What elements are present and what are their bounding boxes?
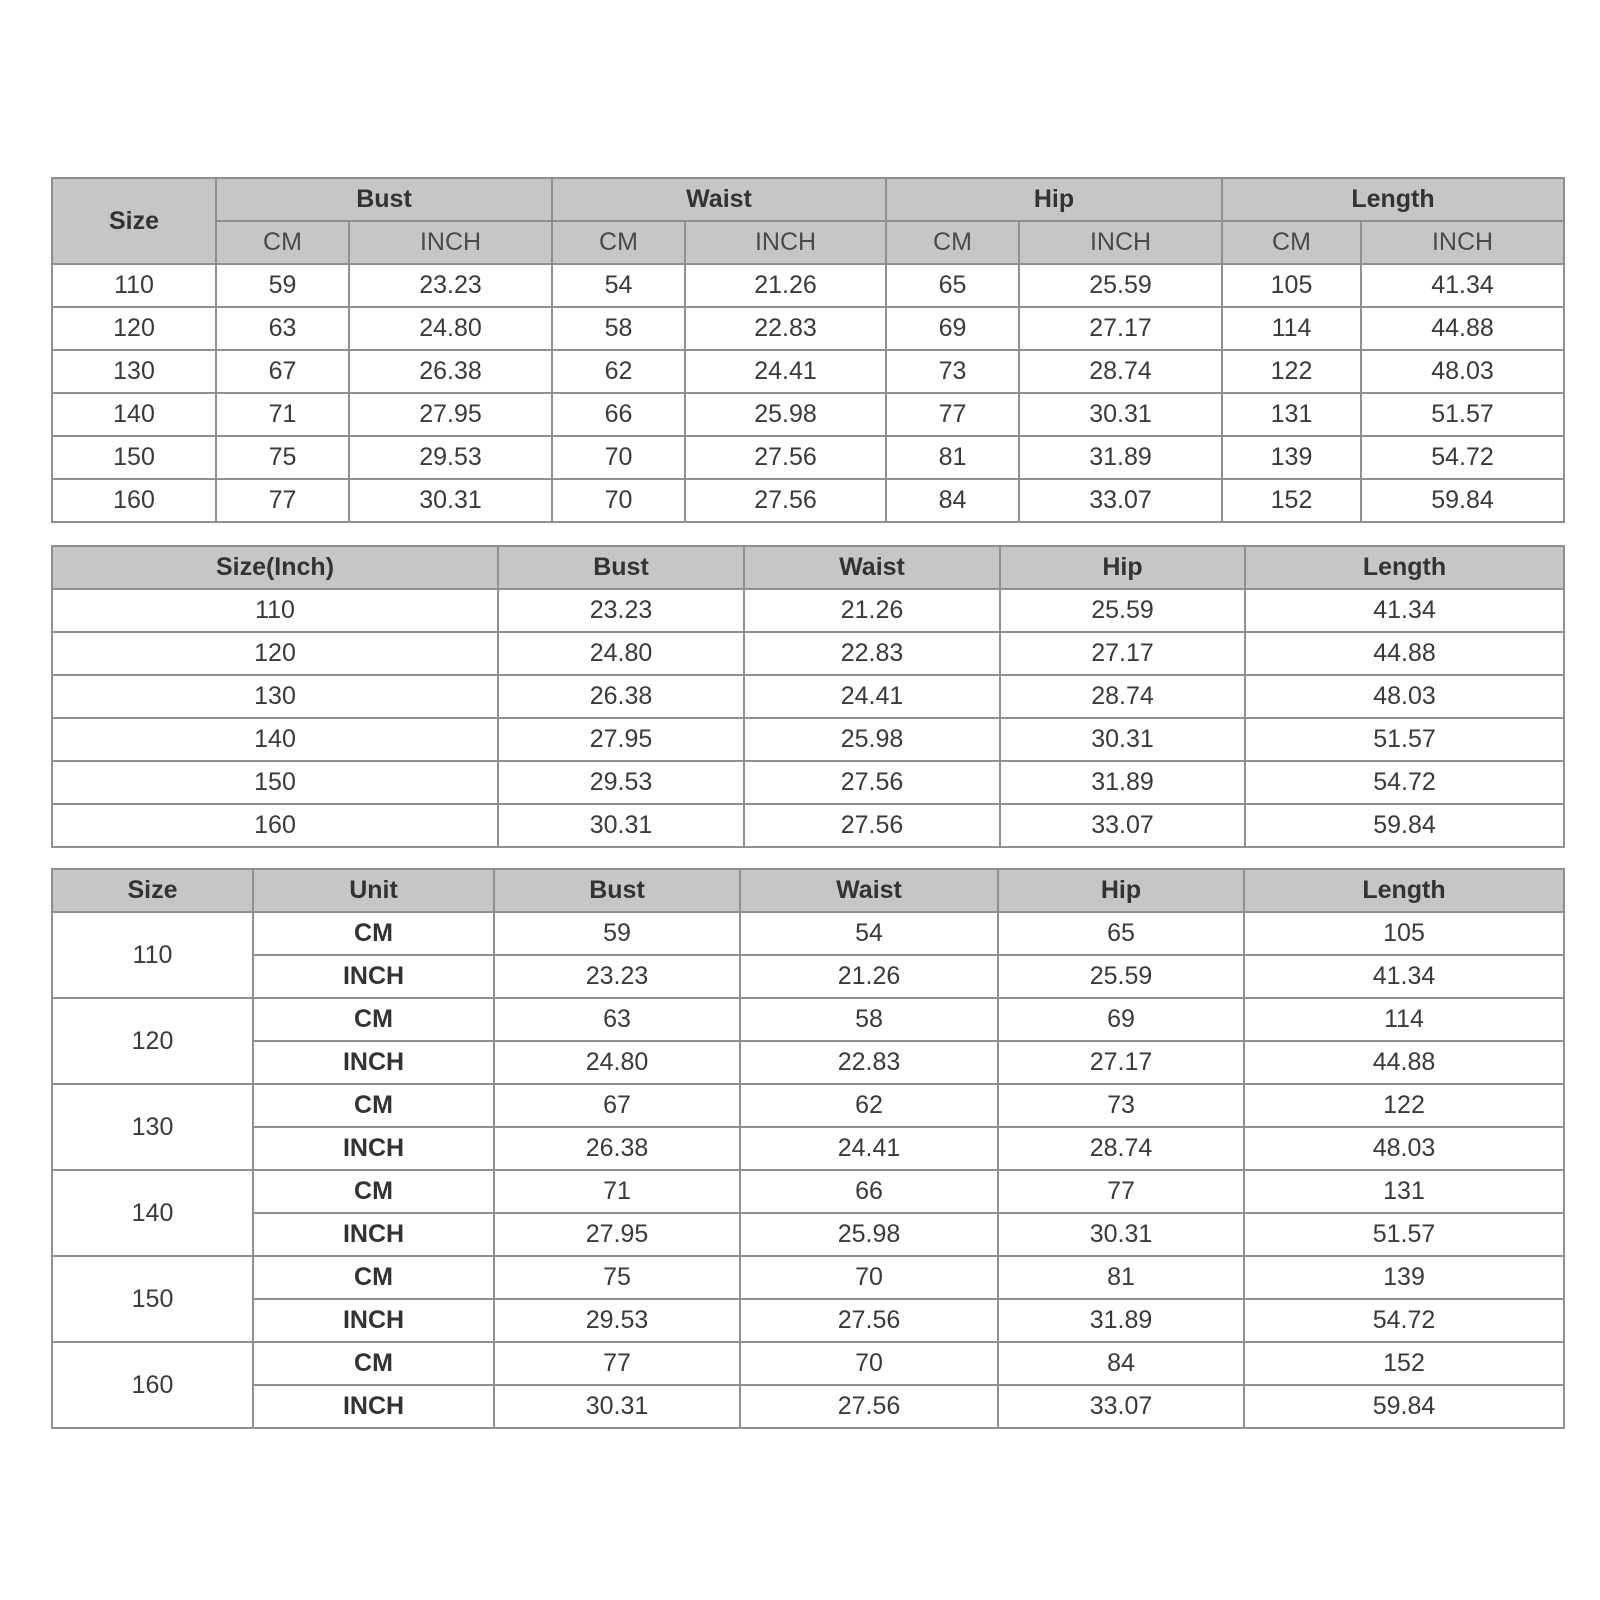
table-cell: 54.72 (1361, 436, 1564, 479)
table-cell: 81 (998, 1256, 1244, 1299)
table-cell: 59.84 (1245, 804, 1564, 847)
unit-header: CM (216, 221, 349, 264)
table-cell: 27.56 (744, 761, 1000, 804)
table-row (52, 589, 1564, 632)
table-cell: 27.95 (498, 718, 744, 761)
table-cell: 26.38 (498, 675, 744, 718)
length-header: Length (1244, 869, 1564, 912)
size-cell: 140 (52, 1170, 253, 1256)
table-cell: 73 (998, 1084, 1244, 1127)
unit-header: INCH (349, 221, 552, 264)
table-cell: 25.98 (740, 1213, 998, 1256)
table-cell: 24.41 (740, 1127, 998, 1170)
table-row (52, 307, 1564, 350)
table-cell: 139 (1244, 1256, 1564, 1299)
table-cell: 41.34 (1244, 955, 1564, 998)
unit-cell: CM (253, 1084, 494, 1127)
bust-header: Bust (216, 178, 552, 221)
table-cell: 27.56 (685, 479, 886, 522)
table-cell: 139 (1222, 436, 1361, 479)
unit-cell: CM (253, 912, 494, 955)
table-row (52, 350, 1564, 393)
unit-header: INCH (1361, 221, 1564, 264)
table-cell: 150 (52, 436, 216, 479)
table-cell: 70 (552, 479, 685, 522)
table-row (52, 998, 1564, 1041)
unit-cell: INCH (253, 1213, 494, 1256)
table-cell: 54 (552, 264, 685, 307)
waist-header: Waist (552, 178, 886, 221)
table-row (52, 1342, 1564, 1385)
hip-header: Hip (886, 178, 1222, 221)
table-cell: 28.74 (1000, 675, 1245, 718)
table-cell: 77 (216, 479, 349, 522)
bust-header: Bust (494, 869, 740, 912)
table-cell: 140 (52, 393, 216, 436)
table-row (52, 912, 1564, 955)
table-header-row (52, 869, 1564, 912)
table-cell: 28.74 (998, 1127, 1244, 1170)
table-cell: 59.84 (1361, 479, 1564, 522)
table-row (52, 1256, 1564, 1299)
table-cell: 41.34 (1361, 264, 1564, 307)
table-cell: 120 (52, 632, 498, 675)
size-chart-cm-inch-table (51, 177, 1565, 523)
table-cell: 28.74 (1019, 350, 1222, 393)
table-row (52, 632, 1564, 675)
table-cell: 81 (886, 436, 1019, 479)
table-row (52, 955, 1564, 998)
table-cell: 24.80 (494, 1041, 740, 1084)
table-cell: 29.53 (498, 761, 744, 804)
unit-header: Unit (253, 869, 494, 912)
table-cell: 25.59 (998, 955, 1244, 998)
table-header-row (52, 546, 1564, 589)
table-cell: 44.88 (1245, 632, 1564, 675)
table-cell: 23.23 (349, 264, 552, 307)
unit-cell: INCH (253, 1041, 494, 1084)
table-cell: 77 (494, 1342, 740, 1385)
table-cell: 44.88 (1361, 307, 1564, 350)
table-cell: 160 (52, 804, 498, 847)
table-cell: 27.17 (1000, 632, 1245, 675)
table-cell: 114 (1244, 998, 1564, 1041)
table-cell: 140 (52, 718, 498, 761)
table-cell: 27.56 (740, 1385, 998, 1428)
table-row (52, 718, 1564, 761)
unit-header: INCH (1019, 221, 1222, 264)
unit-cell: CM (253, 998, 494, 1041)
table-cell: 84 (998, 1342, 1244, 1385)
table-cell: 27.56 (685, 436, 886, 479)
table-cell: 63 (216, 307, 349, 350)
table-cell: 120 (52, 307, 216, 350)
table-cell: 58 (740, 998, 998, 1041)
table-cell: 114 (1222, 307, 1361, 350)
table-cell: 51.57 (1245, 718, 1564, 761)
table-cell: 41.34 (1245, 589, 1564, 632)
table-cell: 25.98 (685, 393, 886, 436)
table-cell: 48.03 (1361, 350, 1564, 393)
table-row (52, 804, 1564, 847)
unit-header: CM (1222, 221, 1361, 264)
table-cell: 65 (886, 264, 1019, 307)
unit-cell: CM (253, 1170, 494, 1213)
table-row (52, 1299, 1564, 1342)
length-header: Length (1222, 178, 1564, 221)
table-cell: 21.26 (744, 589, 1000, 632)
table-cell: 150 (52, 761, 498, 804)
table-row (52, 675, 1564, 718)
table-cell: 33.07 (998, 1385, 1244, 1428)
table-cell: 54 (740, 912, 998, 955)
table-row (52, 264, 1564, 307)
table-cell: 31.89 (1000, 761, 1245, 804)
table-cell: 30.31 (1019, 393, 1222, 436)
table-cell: 105 (1244, 912, 1564, 955)
unit-header: CM (552, 221, 685, 264)
size-chart-unit-table (51, 868, 1565, 1429)
table-cell: 71 (494, 1170, 740, 1213)
table-cell: 30.31 (494, 1385, 740, 1428)
table-cell: 24.80 (498, 632, 744, 675)
table-cell: 62 (740, 1084, 998, 1127)
unit-cell: INCH (253, 1299, 494, 1342)
table-cell: 26.38 (494, 1127, 740, 1170)
table-subheader-row (52, 221, 1564, 264)
table-body (52, 264, 1564, 522)
table-cell: 65 (998, 912, 1244, 955)
table-cell: 27.56 (744, 804, 1000, 847)
table-cell: 48.03 (1244, 1127, 1564, 1170)
unit-cell: INCH (253, 1385, 494, 1428)
unit-cell: CM (253, 1342, 494, 1385)
table-cell: 54.72 (1244, 1299, 1564, 1342)
table-cell: 63 (494, 998, 740, 1041)
table-cell: 24.80 (349, 307, 552, 350)
table-cell: 31.89 (998, 1299, 1244, 1342)
table-cell: 77 (886, 393, 1019, 436)
table-cell: 58 (552, 307, 685, 350)
table-cell: 23.23 (498, 589, 744, 632)
waist-header: Waist (740, 869, 998, 912)
table-cell: 130 (52, 350, 216, 393)
table-cell: 22.83 (685, 307, 886, 350)
table-cell: 73 (886, 350, 1019, 393)
size-cell: 150 (52, 1256, 253, 1342)
table-cell: 70 (740, 1256, 998, 1299)
table-cell: 69 (998, 998, 1244, 1041)
table-cell: 29.53 (349, 436, 552, 479)
table-row (52, 761, 1564, 804)
size-cell: 120 (52, 998, 253, 1084)
table-cell: 152 (1244, 1342, 1564, 1385)
table-cell: 122 (1244, 1084, 1564, 1127)
table-cell: 44.88 (1244, 1041, 1564, 1084)
table-cell: 59 (216, 264, 349, 307)
table-cell: 122 (1222, 350, 1361, 393)
table-cell: 33.07 (1000, 804, 1245, 847)
table-cell: 152 (1222, 479, 1361, 522)
bust-header: Bust (498, 546, 744, 589)
table-cell: 130 (52, 675, 498, 718)
table-cell: 67 (494, 1084, 740, 1127)
table-cell: 25.59 (1019, 264, 1222, 307)
table-cell: 26.38 (349, 350, 552, 393)
table-cell: 66 (552, 393, 685, 436)
size-cell: 130 (52, 1084, 253, 1170)
table-cell: 21.26 (685, 264, 886, 307)
table-cell: 22.83 (744, 632, 1000, 675)
hip-header: Hip (998, 869, 1244, 912)
table-cell: 160 (52, 479, 216, 522)
size-header: Size (52, 178, 216, 264)
table-cell: 77 (998, 1170, 1244, 1213)
table-row (52, 479, 1564, 522)
table-cell: 84 (886, 479, 1019, 522)
table-cell: 131 (1222, 393, 1361, 436)
table-cell: 27.17 (998, 1041, 1244, 1084)
table-cell: 131 (1244, 1170, 1564, 1213)
table-cell: 30.31 (349, 479, 552, 522)
size-header: Size (52, 869, 253, 912)
table-cell: 67 (216, 350, 349, 393)
unit-cell: INCH (253, 1127, 494, 1170)
table-cell: 105 (1222, 264, 1361, 307)
table-cell: 22.83 (740, 1041, 998, 1084)
table-cell: 66 (740, 1170, 998, 1213)
table-body (52, 912, 1564, 1428)
table-cell: 54.72 (1245, 761, 1564, 804)
table-cell: 23.23 (494, 955, 740, 998)
table-row (52, 1127, 1564, 1170)
table-cell: 27.95 (494, 1213, 740, 1256)
table-cell: 27.56 (740, 1299, 998, 1342)
table-cell: 31.89 (1019, 436, 1222, 479)
table-cell: 51.57 (1361, 393, 1564, 436)
table-row (52, 1213, 1564, 1256)
table-row (52, 1170, 1564, 1213)
unit-header: INCH (685, 221, 886, 264)
unit-header: CM (886, 221, 1019, 264)
table-cell: 62 (552, 350, 685, 393)
table-cell: 29.53 (494, 1299, 740, 1342)
size-cell: 110 (52, 912, 253, 998)
length-header: Length (1245, 546, 1564, 589)
table-cell: 30.31 (498, 804, 744, 847)
table-cell: 30.31 (1000, 718, 1245, 761)
table-row (52, 1385, 1564, 1428)
table-row (52, 1041, 1564, 1084)
table-cell: 30.31 (998, 1213, 1244, 1256)
size-inch-header: Size(Inch) (52, 546, 498, 589)
table-cell: 75 (216, 436, 349, 479)
size-cell: 160 (52, 1342, 253, 1428)
table-header-row (52, 178, 1564, 221)
table-cell: 48.03 (1245, 675, 1564, 718)
table-cell: 27.17 (1019, 307, 1222, 350)
table-cell: 75 (494, 1256, 740, 1299)
table-cell: 24.41 (685, 350, 886, 393)
size-chart-inch-table (51, 545, 1565, 848)
table-cell: 25.98 (744, 718, 1000, 761)
table-cell: 24.41 (744, 675, 1000, 718)
table-cell: 70 (740, 1342, 998, 1385)
table-cell: 21.26 (740, 955, 998, 998)
table-cell: 33.07 (1019, 479, 1222, 522)
waist-header: Waist (744, 546, 1000, 589)
table-cell: 71 (216, 393, 349, 436)
table-row (52, 393, 1564, 436)
table-cell: 27.95 (349, 393, 552, 436)
hip-header: Hip (1000, 546, 1245, 589)
table-cell: 110 (52, 589, 498, 632)
table-cell: 59.84 (1244, 1385, 1564, 1428)
table-cell: 70 (552, 436, 685, 479)
table-cell: 110 (52, 264, 216, 307)
table-cell: 69 (886, 307, 1019, 350)
unit-cell: CM (253, 1256, 494, 1299)
table-cell: 59 (494, 912, 740, 955)
table-cell: 51.57 (1244, 1213, 1564, 1256)
table-row (52, 436, 1564, 479)
unit-cell: INCH (253, 955, 494, 998)
table-cell: 25.59 (1000, 589, 1245, 632)
table-row (52, 1084, 1564, 1127)
table-body (52, 589, 1564, 847)
